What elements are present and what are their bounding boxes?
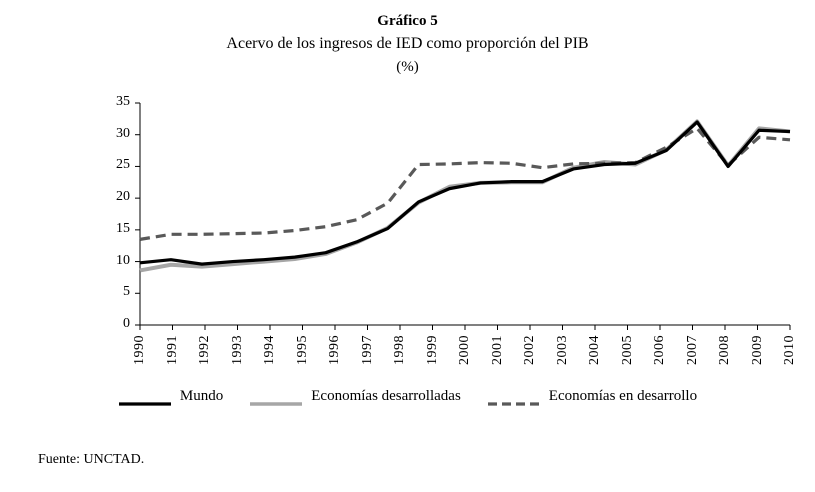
y-tick-label: 30 bbox=[116, 125, 130, 141]
x-tick-label: 2010 bbox=[782, 335, 797, 365]
chart-subtitle: Acervo de los ingresos de IED como proporción del PIB bbox=[226, 35, 589, 52]
x-tick-label: 1997 bbox=[359, 335, 375, 365]
x-tick-label: 2008 bbox=[717, 335, 732, 365]
x-tick-label: 1991 bbox=[164, 335, 180, 365]
y-tick-label: 10 bbox=[116, 252, 130, 268]
chart-title-block bbox=[0, 10, 815, 78]
x-tick-label: 2002 bbox=[522, 335, 537, 365]
x-tick-label: 2000 bbox=[457, 335, 472, 365]
series-line-econom-as-desarrolladas bbox=[140, 121, 790, 270]
chart-legend bbox=[0, 388, 815, 405]
x-tick-label: 1990 bbox=[132, 335, 147, 365]
legend-item-mundo bbox=[118, 388, 223, 405]
legend-label-desarrolladas: Economías desarrolladas bbox=[311, 388, 461, 404]
y-tick-label: 35 bbox=[116, 94, 130, 109]
series-line-mundo bbox=[140, 122, 790, 264]
x-tick-label: 1993 bbox=[229, 335, 245, 365]
y-tick-label: 25 bbox=[116, 157, 130, 173]
x-tick-label: 2009 bbox=[749, 335, 765, 365]
x-tick-label: 2007 bbox=[684, 335, 700, 365]
source-note: Fuente: UNCTAD. bbox=[38, 452, 145, 467]
x-tick-label: 2006 bbox=[652, 335, 667, 365]
x-tick-label: 1996 bbox=[327, 335, 342, 365]
x-tick-label: 2004 bbox=[587, 335, 602, 365]
y-tick-label: 15 bbox=[116, 220, 130, 236]
x-tick-label: 1995 bbox=[294, 335, 310, 365]
x-tick-label: 1999 bbox=[424, 335, 440, 365]
legend-item-en-desarrollo bbox=[487, 388, 697, 405]
x-tick-label: 2005 bbox=[619, 335, 635, 365]
legend-label-en-desarrollo: Economías en desarrollo bbox=[548, 388, 698, 404]
y-tick-label: 0 bbox=[123, 316, 130, 331]
x-tick-label: 1998 bbox=[392, 335, 407, 365]
x-tick-label: 2001 bbox=[489, 335, 505, 365]
chart-unit-label: (%) bbox=[396, 59, 419, 75]
x-tick-label: 1994 bbox=[262, 335, 277, 365]
x-tick-label: 2003 bbox=[554, 335, 570, 365]
x-tick-label: 1992 bbox=[197, 335, 212, 365]
y-tick-label: 5 bbox=[123, 284, 130, 300]
y-tick-label: 20 bbox=[116, 189, 130, 205]
legend-label-mundo: Mundo bbox=[179, 388, 224, 404]
legend-item-desarrolladas bbox=[249, 388, 461, 405]
page-title: Gráfico 5 bbox=[377, 13, 438, 29]
chart-plot-area bbox=[0, 94, 815, 365]
